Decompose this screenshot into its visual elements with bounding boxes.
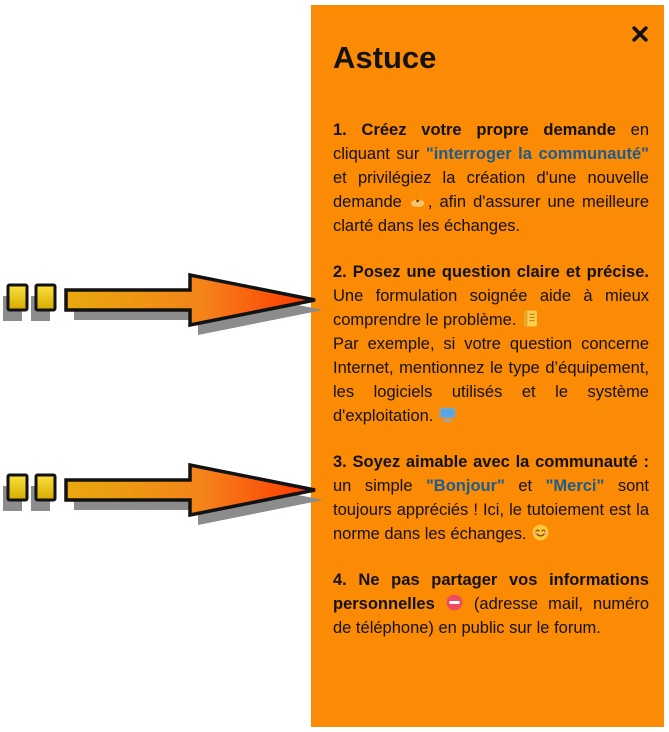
text-run: sont toujours appréciés ! Ici, le tutoiement est la norme dans les échanges.: [333, 477, 650, 543]
smiling-face-icon: [531, 523, 550, 542]
writing-hand-icon: [409, 191, 428, 210]
text-run: en cliquant sur: [333, 121, 650, 163]
no-entry-icon: [445, 593, 464, 612]
link-text[interactable]: "Bonjour": [425, 477, 505, 495]
close-button[interactable]: [628, 22, 652, 46]
tip-paragraph: [333, 260, 649, 428]
ledger-icon: [521, 309, 540, 328]
text-run: 3. Soyez aimable avec la communauté :: [333, 453, 649, 471]
tip-paragraph: [333, 450, 649, 546]
panel-title: Astuce: [333, 40, 437, 75]
close-icon: [631, 25, 649, 43]
tip-paragraph: [333, 118, 649, 238]
tip-paragraph: [333, 568, 649, 640]
text-run: (adresse mail, numéro de téléphone) en public sur le forum.: [333, 595, 650, 637]
arrow-pointer-2: [0, 460, 322, 532]
text-run: 2. Posez une question claire et précise.: [333, 263, 649, 281]
text-run: 1. Créez votre propre demande: [333, 121, 616, 139]
text-run: un simple: [333, 477, 426, 495]
text-run: et privilégiez la création d'une nouvelle demande: [333, 169, 649, 211]
link-text[interactable]: "Merci": [545, 477, 605, 495]
link-text[interactable]: "interroger la communauté": [425, 145, 649, 163]
arrow-pointer-1: [0, 270, 322, 342]
text-run: et: [504, 477, 546, 495]
text-run: 4. Ne pas partager vos informations personnelles: [333, 571, 649, 613]
text-run: , afin d'assurer une meilleure clarté dans les échanges.: [333, 193, 649, 235]
tips-list: [311, 118, 664, 640]
desktop-computer-icon: [438, 405, 457, 424]
astuce-panel: [311, 5, 664, 727]
text-run: Par exemple, si votre question concerne Internet, mentionnez le type d’équipement, les logiciels utilisés et le système d'exploitation.: [333, 335, 649, 425]
text-run: Une formulation soignée aide à mieux comprendre le problème.: [333, 287, 649, 329]
